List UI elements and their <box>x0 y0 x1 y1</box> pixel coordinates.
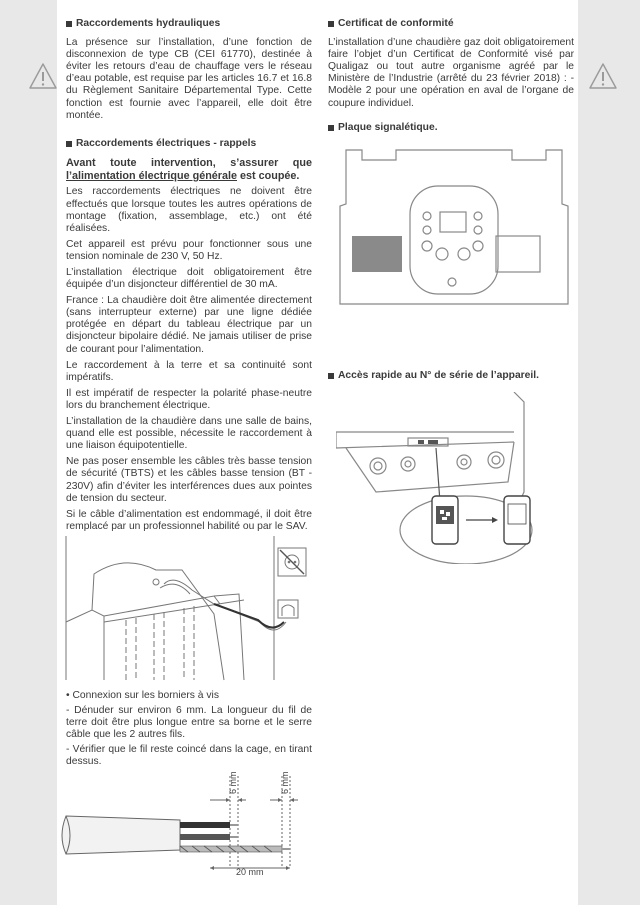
electrical-paragraph: Si le câble d’alimentation est endommagé, il doit être remplacé par un professionnel habilité ou par le SAV. <box>66 508 312 532</box>
strip-length-label-left: 6 mm <box>228 772 238 794</box>
earth-extra-length-label: 20 mm <box>236 867 264 877</box>
section-title: Plaque signalétique. <box>328 122 574 134</box>
instruction-item: • Connexion sur les borniers à vis <box>66 690 219 701</box>
right-column <box>328 18 574 141</box>
serial-number-scan-illustration <box>336 392 568 564</box>
certificate-body: L’installation d’une chaudière gaz doit obligatoirement faire l’objet d’un Certificat de Conformité visé par Qualigaz ou tout autre organisme agréé par le Ministère de l’Industrie (arrêté du 23 février 2018) : - Modèle 2 pour une opération en aval de l’organe de coupure individuel. <box>328 37 574 109</box>
cable-strip-dimension-drawing <box>60 772 316 880</box>
warning-triangle-icon <box>588 62 618 90</box>
certificate-section <box>328 18 574 110</box>
no-socket-icon <box>278 548 306 576</box>
serial-section-title-wrap <box>328 370 574 389</box>
electrical-paragraph: Ne pas poser ensemble les câbles très basse tension de sécurité (TBTS) et les câbles basse tension (BT - 230V) afin d’éviter les interférences dues aux pointes de tension du secteur. <box>66 456 312 504</box>
hydraulics-body: La présence sur l’installation, d’une fonction de disconnexion de type CB (CEI 61770), destinée à éviter les retours d’eau de chauffage vers le réseau d’eau potable, est requise par les articles 16.7 et 16.8 du Règlement Sanitaire Départemental Type. Cette fonction est fournie avec l’appareil, elle doit être montée. <box>66 37 312 121</box>
electrical-paragraph: Cet appareil est prévu pour fonctionner sous une tension nominale de 230 V, 50 Hz. <box>66 238 312 262</box>
electrical-section <box>66 138 312 533</box>
electrical-paragraph: France : La chaudière doit être alimentée directement (sans interrupteur externe) par une ligne dédiée protégée en départ du tableau électrique par un disjoncteur bipolaire dédié. Ne jamais utiliser de prise de courant pour l’alimentation. <box>66 295 312 355</box>
instruction-item: - Vérifier que le fil reste coincé dans la cage, en tirant dessus. <box>66 744 312 768</box>
right-margin-band <box>578 0 640 905</box>
left-column <box>66 18 312 537</box>
electrical-paragraph: L’installation électrique doit obligatoirement être équipée d’un disjoncteur différentiel de 30 mA. <box>66 267 312 291</box>
electrical-paragraph: Le raccordement à la terre et sa continuité sont impératifs. <box>66 359 312 383</box>
strip-length-label-right: 6 mm <box>280 772 290 794</box>
left-margin-band <box>0 0 57 905</box>
boiler-data-plate-illustration <box>336 148 572 308</box>
electrical-paragraph: L’installation de la chaudière dans une salle de bains, quand elle est possible, nécessite le raccordement à une liaison équipotentielle. <box>66 416 312 452</box>
hydraulics-section <box>66 18 312 122</box>
section-title: Raccordements hydrauliques <box>66 18 312 30</box>
section-title: Certificat de conformité <box>328 18 574 30</box>
power-cable-connection-illustration <box>64 534 314 682</box>
power-off-warning: Avant toute intervention, s’assurer que l’alimentation électrique générale est coupée. <box>66 156 312 182</box>
section-title: Raccordements électriques - rappels <box>66 138 312 150</box>
warning-triangle-icon <box>28 62 58 90</box>
connection-instructions <box>66 690 312 772</box>
section-title: Accès rapide au N° de série de l’appareil. <box>328 370 574 382</box>
electrical-paragraph: Il est impératif de respecter la polarité phase-neutre lors du branchement électrique. <box>66 387 312 411</box>
electrical-paragraph: Les raccordements électriques ne doivent être effectués que lorsque toutes les autres opérations de montage (fixation, assemblage, etc.) ont été réalisées. <box>66 186 312 234</box>
instruction-item: - Dénuder sur environ 6 mm. La longueur du fil de terre doit être plus longue entre sa borne et le serre câble que les 2 autres fils. <box>66 705 312 741</box>
